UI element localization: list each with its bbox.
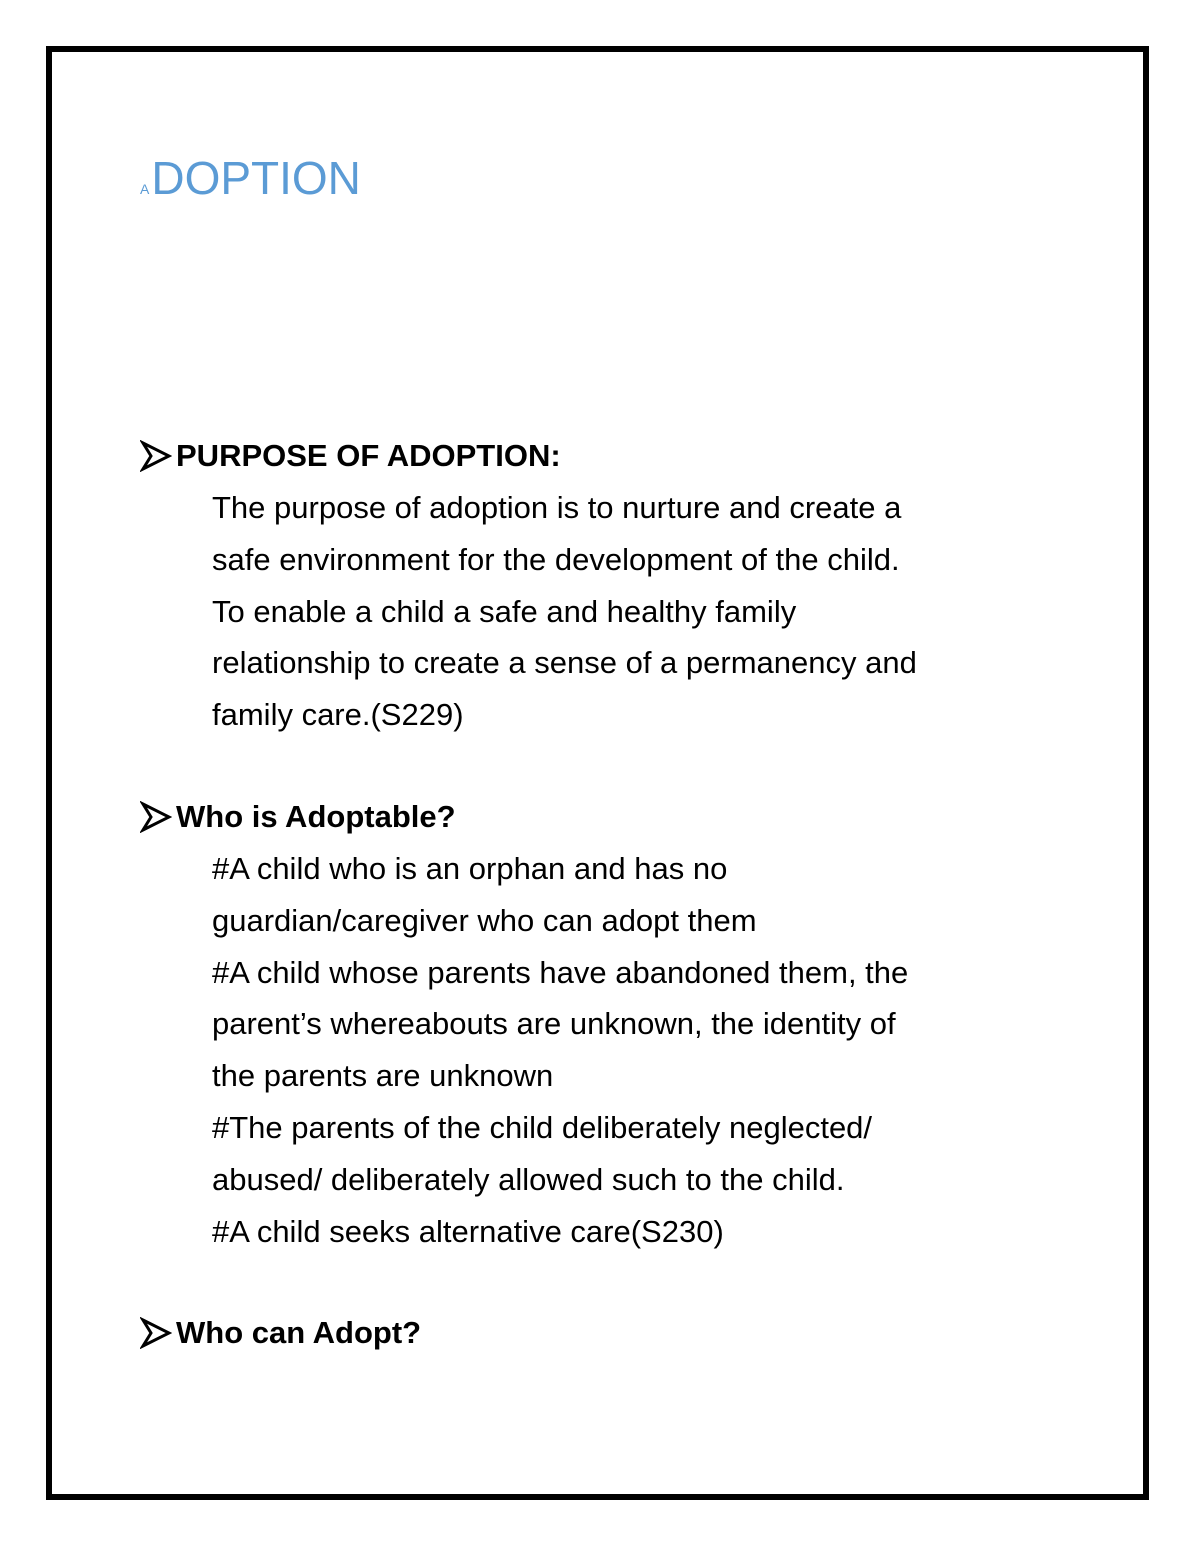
arrowhead-bullet-icon [140, 1317, 172, 1349]
body-line: safe environment for the development of the child. [212, 541, 900, 577]
body-line: #A child seeks alternative care(S230) [212, 1213, 724, 1249]
section-heading [140, 791, 1060, 843]
section-body [212, 843, 1060, 1257]
body-line: The purpose of adoption is to nurture and create a [212, 490, 902, 525]
body-line: #A child whose parents have abandoned them, the [212, 954, 909, 990]
body-line: guardian/caregiver who can adopt them [212, 902, 757, 938]
title-first-letter: A [140, 181, 150, 197]
section-heading-text: PURPOSE OF ADOPTION: [176, 438, 561, 473]
body-line: relationship to create a sense of a permanency and [212, 645, 917, 681]
section-who-is-adoptable [140, 791, 1060, 1257]
arrowhead-bullet-icon [140, 440, 172, 472]
page-border [46, 46, 1149, 1500]
body-line: family care.(S229) [212, 697, 464, 733]
section-heading [140, 430, 1060, 482]
section-heading-text: Who can Adopt? [176, 1315, 422, 1350]
body-line: abused/ deliberately allowed such to the child. [212, 1161, 845, 1197]
section-heading-text: Who is Adoptable? [176, 799, 456, 834]
arrowhead-bullet-icon [140, 801, 172, 833]
body-line: parent’s whereabouts are unknown, the identity of [212, 1006, 896, 1042]
body-line: #A child who is an orphan and has no [212, 851, 728, 886]
section-who-can-adopt [140, 1307, 1060, 1359]
body-line: #The parents of the child deliberately neglected/ [212, 1109, 873, 1145]
body-line: the parents are unknown [212, 1058, 554, 1094]
section-body [212, 482, 1060, 741]
section-heading [140, 1307, 1060, 1359]
title-rest: DOPTION [151, 152, 361, 204]
section-purpose [140, 430, 1060, 741]
document-title [140, 152, 361, 215]
body-line: To enable a child a safe and healthy family [212, 593, 797, 629]
